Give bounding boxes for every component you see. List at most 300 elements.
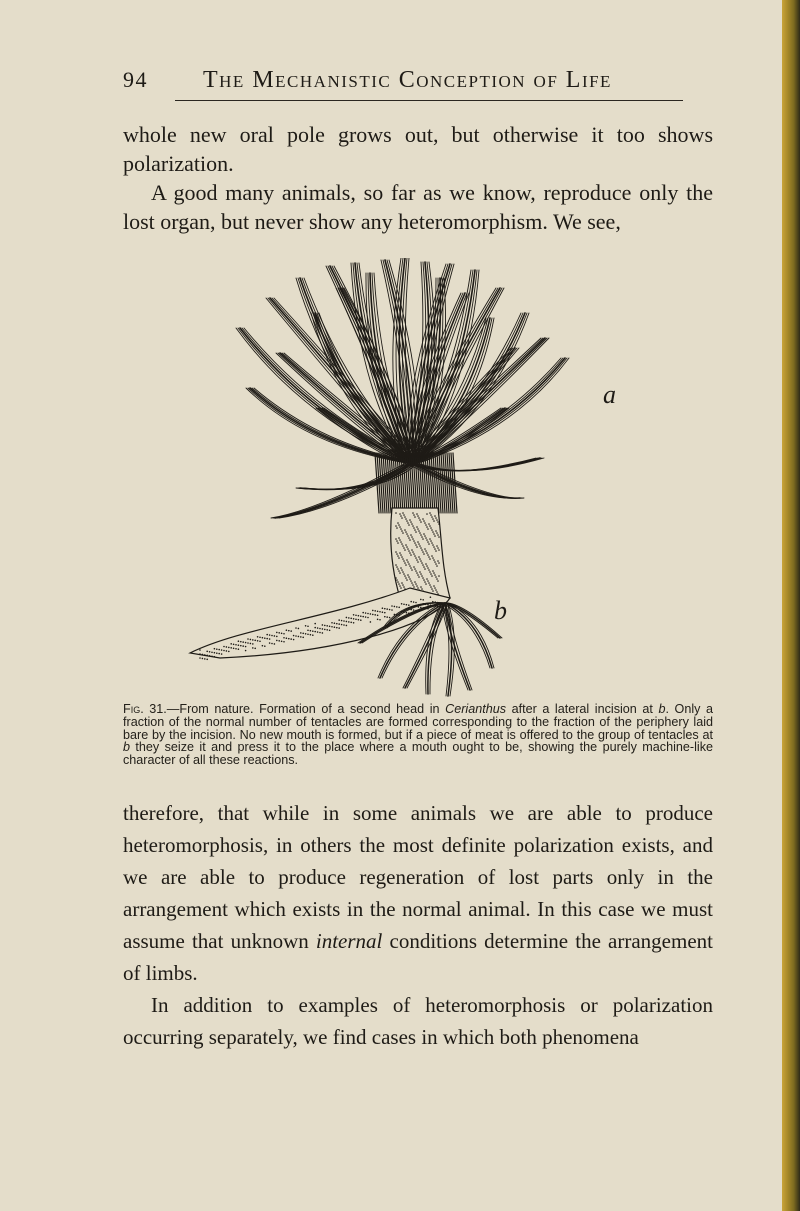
figure-cerianthus [180, 258, 640, 698]
stalk-stipple [436, 519, 438, 521]
lower-body-stipple [338, 627, 340, 629]
lower-body-stipple [235, 648, 237, 650]
stalk-stipple [401, 582, 403, 584]
stalk-stipple [408, 563, 410, 565]
stalk-stipple [420, 560, 422, 562]
lower-body-stipple [322, 632, 324, 634]
stalk-stipple [406, 520, 408, 522]
lower-body-stipple [379, 611, 381, 613]
stalk-stipple [410, 580, 412, 582]
stalk-stipple [425, 550, 427, 552]
stalk-stipple [429, 525, 431, 527]
stalk-stipple [429, 571, 431, 573]
stalk-stipple [414, 568, 416, 570]
stalk-stipple [429, 512, 431, 514]
lower-body-stipple [379, 619, 381, 621]
stalk-stipple [420, 547, 422, 549]
lower-body-stipple [358, 619, 360, 621]
lower-body-stipple [250, 643, 252, 645]
lower-body-stipple [336, 627, 338, 629]
stalk-stipple [423, 579, 425, 581]
stalk-stipple [407, 574, 409, 576]
lower-body-stipple [206, 659, 208, 661]
lower-body-stipple [367, 613, 369, 615]
lower-body-stipple [209, 651, 211, 653]
lower-body-stipple [336, 623, 338, 625]
stalk-stipple [427, 580, 429, 582]
stalk-stipple [432, 590, 434, 592]
stalk-stipple [430, 527, 432, 529]
lower-body-stipple [307, 629, 309, 631]
stalk-stipple [436, 578, 438, 580]
lower-body-stipple [216, 648, 218, 650]
lower-body-stipple [238, 644, 240, 646]
stalk-stipple [397, 581, 399, 583]
lower-body-stipple [214, 648, 216, 650]
stalk-stipple [430, 573, 432, 575]
stalk-stipple [409, 539, 411, 541]
lower-body-stipple [290, 630, 292, 632]
stalk-stipple [404, 549, 406, 551]
lower-body-stipple [322, 628, 324, 630]
lower-body-stipple [202, 654, 204, 656]
lower-body-stipple [413, 601, 415, 603]
caption-label-b: b [123, 740, 131, 755]
stalk-stipple [413, 514, 415, 516]
book-spine-edge [782, 0, 800, 1211]
stalk-stipple [427, 528, 429, 530]
stalk-stipple [416, 513, 418, 515]
stalk-stipple [402, 571, 404, 573]
stalk-stipple [433, 533, 435, 535]
stalk-stipple [402, 512, 404, 514]
stalk-stipple [401, 569, 403, 571]
stalk-stipple [413, 527, 415, 529]
lower-body-stipple [353, 614, 355, 616]
figure-caption [123, 703, 713, 767]
lower-body-stipple [242, 641, 244, 643]
lower-body-stipple [257, 636, 259, 638]
lower-body-stipple [199, 657, 201, 659]
stalk-stipple [426, 565, 428, 567]
lower-body-stipple [226, 650, 228, 652]
lower-body-stipple [252, 643, 254, 645]
stalk-stipple [414, 516, 416, 518]
lower-body-stipple [245, 642, 247, 644]
lower-body-stipple [338, 619, 340, 621]
lower-body-stipple [293, 635, 295, 637]
lower-body-stipple [295, 627, 297, 629]
lower-body-stipple [391, 605, 393, 607]
stalk-stipple [437, 521, 439, 523]
stalk-stipple [410, 534, 412, 536]
lower-body-stipple [384, 612, 386, 614]
stalk-stipple [437, 560, 439, 562]
stalk-stipple [422, 577, 424, 579]
lower-body-stipple [247, 642, 249, 644]
stalk-stipple [437, 534, 439, 536]
lower-body-stipple [343, 624, 345, 626]
stalk-stipple [409, 578, 411, 580]
stalk-stipple [417, 561, 419, 563]
stalk-stipple [427, 567, 429, 569]
lower-body-stipple [286, 629, 288, 631]
lower-body-stipple [206, 655, 208, 657]
lower-body-stipple [218, 653, 220, 655]
stalk-stipple [401, 517, 403, 519]
stalk-stipple [431, 542, 433, 544]
lower-body-stipple [346, 617, 348, 619]
stalk-stipple [411, 536, 413, 538]
stalk-stipple [395, 538, 397, 540]
stalk-stipple [399, 526, 401, 528]
stalk-stipple [423, 566, 425, 568]
lower-body-stipple [230, 647, 232, 649]
lower-body-stipple [269, 642, 271, 644]
lower-body-stipple [199, 649, 201, 651]
stalk-stipple [398, 537, 400, 539]
stalk-stipple [402, 545, 404, 547]
stalk-stipple [436, 591, 438, 593]
lower-body-stipple [238, 648, 240, 650]
stalk-stipple [399, 585, 401, 587]
stalk-stipple [434, 548, 436, 550]
stalk-stipple [408, 524, 410, 526]
lower-body-stipple [202, 658, 204, 660]
stalk-stipple [421, 588, 423, 590]
stalk-stipple [413, 566, 415, 568]
stalk-stipple [428, 543, 430, 545]
stalk-stipple [417, 587, 419, 589]
lower-body-stipple [360, 615, 362, 617]
stalk-stipple [434, 515, 436, 517]
stalk-stipple [438, 575, 440, 577]
lower-body-stipple [382, 611, 384, 613]
lower-body-stipple [358, 615, 360, 617]
lower-body-stipple [386, 608, 388, 610]
lower-body-stipple [264, 645, 266, 647]
stalk-stipple [433, 559, 435, 561]
stalk-stipple [432, 570, 434, 572]
stalk-stipple [431, 516, 433, 518]
stalk-stipple [396, 527, 398, 529]
lower-body-stipple [401, 603, 403, 605]
lower-body-stipple [298, 628, 300, 630]
stalk-stipple [431, 588, 433, 590]
figure-label-a: a [603, 380, 616, 409]
lower-body-stipple [314, 627, 316, 629]
running-header [123, 67, 683, 103]
stalk-stipple [415, 557, 417, 559]
stalk-stipple [396, 579, 398, 581]
lower-body-stipple [269, 638, 271, 640]
lower-body-stipple [283, 633, 285, 635]
stalk-stipple [420, 586, 422, 588]
stalk-stipple [426, 552, 428, 554]
caption-text: . Only a fraction of the normal number of tentacles are formed corresponding to the fraction of the periphery laid bare by the incision. No new mouth is formed, but if a piece of meat is offered to the group of tentacles at [123, 702, 713, 742]
stalk-stipple [423, 533, 425, 535]
stalk-stipple [427, 541, 429, 543]
lower-body-stipple [252, 647, 254, 649]
lower-body-stipple [276, 632, 278, 634]
lower-body-stipple [262, 637, 264, 639]
stalk-stipple [419, 532, 421, 534]
stalk-stipple [415, 583, 417, 585]
lower-body-stipple [310, 630, 312, 632]
lower-body-stipple [317, 631, 319, 633]
stalk-stipple [430, 586, 432, 588]
lower-body-stipple [276, 640, 278, 642]
lower-body-stipple [406, 604, 408, 606]
lower-body-stipple [374, 610, 376, 612]
stalk-stipple [429, 584, 431, 586]
lower-body-stipple [228, 651, 230, 653]
lower-body-stipple [199, 653, 201, 655]
stalk-stipple [436, 545, 438, 547]
lower-body-stipple [300, 632, 302, 634]
lower-body-stipple [288, 638, 290, 640]
lower-body-stipple [341, 620, 343, 622]
stalk-stipple [412, 512, 414, 514]
stalk-stipple [424, 522, 426, 524]
bottom-text [123, 797, 713, 1053]
stalk-stipple [399, 539, 401, 541]
stalk-stipple [396, 566, 398, 568]
stalk-stipple [405, 531, 407, 533]
lower-body-stipple [271, 643, 273, 645]
stalk-stipple [418, 556, 420, 558]
lower-body-stipple [230, 643, 232, 645]
emphasis-internal: internal [315, 929, 383, 953]
lower-body-stipple [350, 622, 352, 624]
stalk-stipple [414, 529, 416, 531]
stalk-stipple [436, 565, 438, 567]
lower-body-stipple [214, 656, 216, 658]
stalk-stipple [433, 585, 435, 587]
lower-body-stipple [312, 634, 314, 636]
stalk-stipple [428, 582, 430, 584]
lower-body-stipple [216, 652, 218, 654]
lower-body-stipple [346, 625, 348, 627]
stalk-stipple [428, 556, 430, 558]
lower-body-stipple [362, 616, 364, 618]
lower-body-stipple [281, 633, 283, 635]
lower-body-stipple [377, 611, 379, 613]
stalk-stipple [413, 540, 415, 542]
header-rule [175, 100, 683, 101]
paragraph-continuation: whole new oral pole grows out, but otherwise it too shows polarization. [123, 122, 713, 176]
lower-body-stipple [372, 614, 374, 616]
stalk-stipple [414, 542, 416, 544]
stalk-stipple [408, 550, 410, 552]
stalk-stipple [416, 572, 418, 574]
stalk-stipple [421, 562, 423, 564]
stalk-stipple [404, 562, 406, 564]
lower-body-stipple [259, 640, 261, 642]
stalk-stipple [427, 554, 429, 556]
stalk-stipple [421, 536, 423, 538]
stalk-stipple [433, 572, 435, 574]
lower-body-stipple [223, 650, 225, 652]
stalk-stipple [402, 584, 404, 586]
cerianthus-illustration [180, 258, 640, 698]
lower-body-stipple [204, 658, 206, 660]
lower-body-stipple [233, 648, 235, 650]
lower-body-stipple [250, 639, 252, 641]
stalk-stipple [411, 523, 413, 525]
stalk-stipple [401, 556, 403, 558]
lower-body-stipple [343, 620, 345, 622]
stalk-stipple [400, 541, 402, 543]
stalk-stipple [425, 583, 427, 585]
lower-body-stipple [240, 645, 242, 647]
stalk-stipple [423, 553, 425, 555]
lower-body-stipple [377, 619, 379, 621]
lower-body-stipple [240, 641, 242, 643]
caption-text: —From nature. Formation of a second head in [166, 702, 446, 716]
lower-body-stipple [228, 647, 230, 649]
stalk-stipple [406, 559, 408, 561]
stalk-stipple [414, 555, 416, 557]
lower-body-stipple [391, 609, 393, 611]
stalk-stipple [432, 531, 434, 533]
lower-body-stipple [305, 625, 307, 627]
lower-body-stipple [353, 618, 355, 620]
secondary-tentacle-stroke [442, 603, 449, 696]
lower-body-stipple [326, 629, 328, 631]
lower-body-stipple [245, 650, 247, 652]
lower-body-stipple [314, 631, 316, 633]
stalk-stipple [413, 553, 415, 555]
lower-body-stipple [211, 651, 213, 653]
top-text [123, 120, 713, 236]
lower-body-stipple [384, 616, 386, 618]
stalk-stipple [423, 520, 425, 522]
stalk-stipple [426, 539, 428, 541]
lower-body-stipple [389, 609, 391, 611]
stalk-stipple [411, 569, 413, 571]
lower-body-stipple [355, 618, 357, 620]
caption-text: after a lateral incision at [506, 702, 659, 716]
stalk-stipple [400, 587, 402, 589]
stalk-stipple [410, 554, 412, 556]
lower-body-stipple [408, 604, 410, 606]
stalk-stipple [435, 550, 437, 552]
lower-body-stipple [348, 617, 350, 619]
lower-body-stipple [365, 616, 367, 618]
stalk-stipple [404, 529, 406, 531]
figure-label-b: b [494, 596, 507, 625]
stalk-stipple [419, 545, 421, 547]
stalk-stipple [411, 582, 413, 584]
lower-body-stipple [266, 634, 268, 636]
stalk-stipple [438, 562, 440, 564]
stalk-stipple [396, 553, 398, 555]
lower-body-stipple [281, 641, 283, 643]
stalk-stipple [422, 518, 424, 520]
stalk-stipple [402, 558, 404, 560]
paragraph [123, 797, 713, 989]
lower-body-stipple [274, 643, 276, 645]
stalk-stipple [410, 567, 412, 569]
stalk-stipple [398, 524, 400, 526]
lower-body-stipple [398, 607, 400, 609]
lower-body-stipple [341, 624, 343, 626]
stalk-stipple [401, 530, 403, 532]
lower-body-stipple [324, 625, 326, 627]
stalk-stipple [424, 548, 426, 550]
lower-body-stipple [221, 653, 223, 655]
stalk-stipple [433, 520, 435, 522]
stalk-stipple [405, 577, 407, 579]
stalk-stipple [416, 526, 418, 528]
lower-body-stipple [286, 637, 288, 639]
stalk-stipple [403, 547, 405, 549]
stalk-stipple [435, 530, 437, 532]
stalk-stipple [404, 516, 406, 518]
lower-body-stipple [348, 621, 350, 623]
stalk-stipple [400, 515, 402, 517]
stalk-stipple [406, 546, 408, 548]
stalk-stipple [402, 532, 404, 534]
stalk-stipple [422, 538, 424, 540]
lower-body-stipple [386, 616, 388, 618]
stalk-stipple [418, 543, 420, 545]
stalk-stipple [405, 544, 407, 546]
stalk-stipple [415, 570, 417, 572]
stalk-stipple [407, 548, 409, 550]
lower-body-stipple [245, 646, 247, 648]
stalk-stipple [397, 568, 399, 570]
lower-body-stipple [360, 619, 362, 621]
lower-body-stipple [283, 641, 285, 643]
stalk-stipple [412, 525, 414, 527]
stalk-stipple [434, 587, 436, 589]
stalk-stipple [435, 563, 437, 565]
stalk-stipple [418, 517, 420, 519]
lower-body-stipple [312, 630, 314, 632]
stalk-stipple [426, 526, 428, 528]
stalk-stipple [432, 518, 434, 520]
paragraph-text: conditions determine the arrangement of limbs. [123, 929, 713, 985]
lower-body-stipple [300, 636, 302, 638]
stalk-stipple [420, 534, 422, 536]
stalk-stipple [408, 576, 410, 578]
lower-body-stipple [307, 633, 309, 635]
stalk-stipple [426, 513, 428, 515]
stalk-stipple [424, 568, 426, 570]
lower-body-stipple [298, 636, 300, 638]
lower-body-stipple [226, 646, 228, 648]
lower-body-stipple [295, 635, 297, 637]
stalk-stipple [397, 542, 399, 544]
caption-label-b: b [658, 702, 666, 716]
stalk-stipple [434, 535, 436, 537]
lower-body-stipple [211, 655, 213, 657]
paragraph: A good many animals, so far as we know, reproduce only the lost organ, but never show any heteromorphism. We see, [123, 180, 713, 234]
stalk-stipple [412, 538, 414, 540]
stalk-stipple [419, 571, 421, 573]
lower-body-stipple [238, 640, 240, 642]
lower-body-stipple [365, 612, 367, 614]
lower-body-stipple [233, 644, 235, 646]
stalk-stipple [422, 564, 424, 566]
stalk-stipple [437, 547, 439, 549]
stalk-stipple [395, 577, 397, 579]
stalk-stipple [395, 525, 397, 527]
lower-body-stipple [302, 633, 304, 635]
lower-body-stipple [305, 633, 307, 635]
